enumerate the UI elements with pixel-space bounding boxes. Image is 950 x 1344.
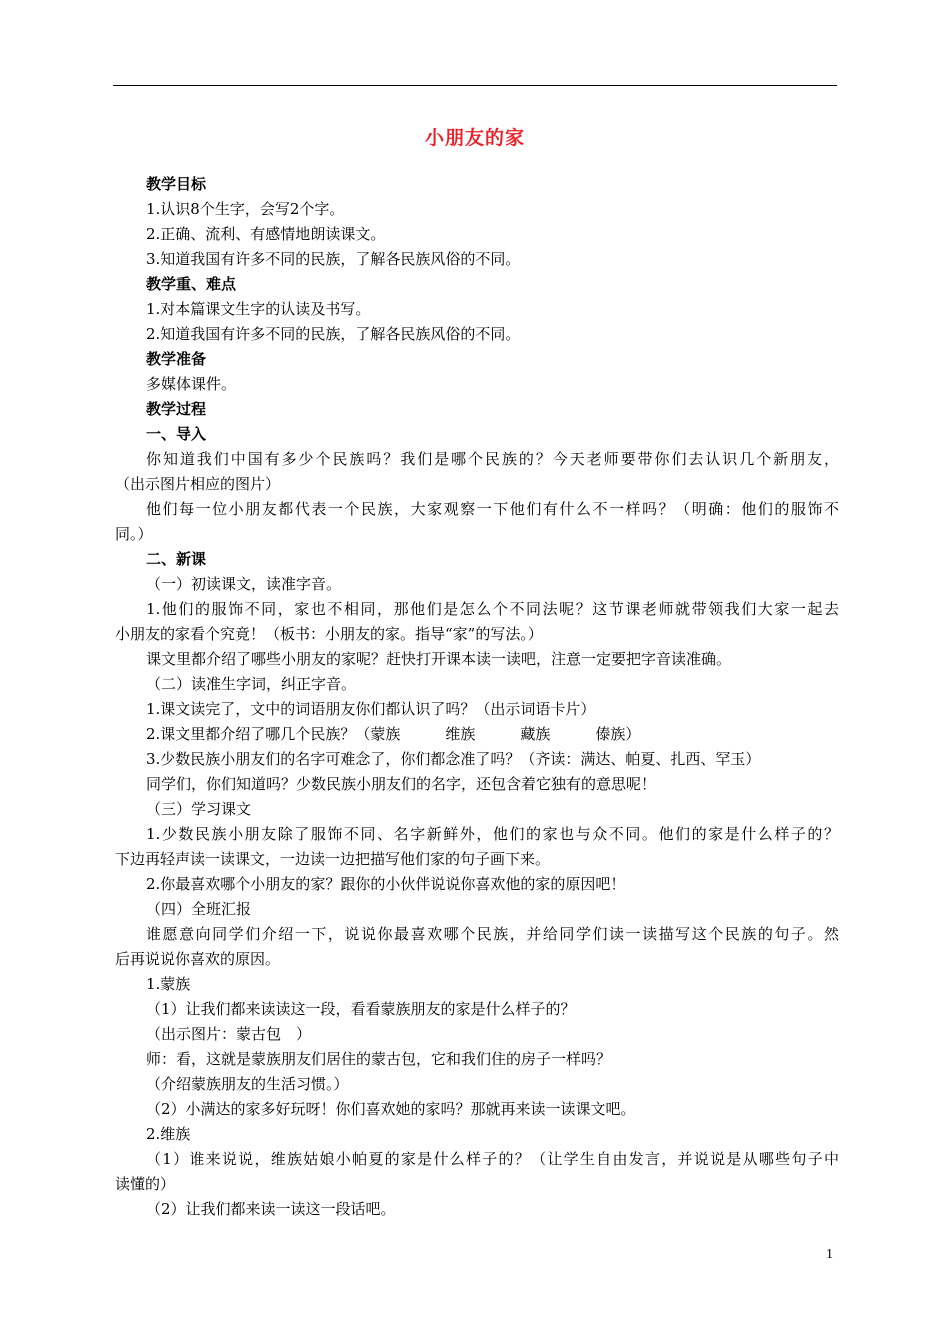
body-line: 多媒体课件。 bbox=[146, 375, 237, 393]
document-body bbox=[115, 172, 839, 1222]
body-line: 2.知道我国有许多不同的民族，了解各民族风俗的不同。 bbox=[146, 325, 521, 343]
body-line: 你知道我们中国有多少个民族吗？我们是哪个民族的？今天老师要带你们去认识几个新朋友， bbox=[146, 450, 839, 468]
section-heading: 教学准备 bbox=[146, 350, 207, 368]
body-line: 3.知道我国有许多不同的民族，了解各民族风俗的不同。 bbox=[146, 250, 521, 268]
section-heading: 教学过程 bbox=[146, 400, 207, 418]
body-line: 1.他们的服饰不同，家也不相同，那他们是怎么个不同法呢？这节课老师就带领我们大家一起去 bbox=[146, 600, 839, 618]
document-title: 小朋友的家 bbox=[424, 127, 525, 149]
body-line: （三）学习课文 bbox=[146, 800, 252, 818]
body-line: 1.蒙族 bbox=[146, 975, 191, 993]
body-line: 3.少数民族小朋友们的名字可难念了，你们都念准了吗？（齐读：满达、帕夏、扎西、罕玉） bbox=[146, 750, 761, 768]
body-line: 师：看，这就是蒙族朋友们居住的蒙古包，它和我们住的房子一样吗？ bbox=[146, 1050, 612, 1068]
body-line: （2）让我们都来读一读这一段话吧。 bbox=[146, 1200, 396, 1218]
body-line: 2.维族 bbox=[146, 1125, 191, 1143]
body-line: （出示图片：蒙古包 ） bbox=[146, 1025, 312, 1043]
section-heading: 一、导入 bbox=[146, 425, 207, 443]
body-line: 同学们，你们知道吗？少数民族小朋友们的名字，还包含着它独有的意思呢！ bbox=[146, 775, 657, 793]
body-line: （二）读准生字词，纠正字音。 bbox=[146, 675, 357, 693]
body-line: 读懂的） bbox=[115, 1175, 176, 1193]
page-number: 1 bbox=[826, 1247, 833, 1262]
body-line: （一）初读课文，读准字音。 bbox=[146, 575, 342, 593]
body-line: （出示图片相应的图片） bbox=[115, 475, 281, 493]
body-line: （1）让我们都来读读这一段，看看蒙族朋友的家是什么样子的？ bbox=[146, 1000, 576, 1018]
body-line: 1.对本篇课文生字的认读及书写。 bbox=[146, 300, 371, 318]
section-heading: 二、新课 bbox=[146, 550, 207, 568]
body-line: 1.少数民族小朋友除了服饰不同、名字新鲜外，他们的家也与众不同。他们的家是什么样子的？ bbox=[146, 825, 839, 843]
section-heading: 教学重、难点 bbox=[146, 275, 237, 293]
body-line: 1.课文读完了，文中的词语朋友你们都认识了吗？（出示词语卡片） bbox=[146, 700, 596, 718]
body-line: （1）谁来说说，维族姑娘小帕夏的家是什么样子的？（让学生自由发言，并说说是从哪些句子中 bbox=[146, 1150, 839, 1168]
header-rule bbox=[113, 85, 837, 86]
body-line: 下边再轻声读一读课文，一边读一边把描写他们家的句子画下来。 bbox=[115, 850, 551, 868]
body-line: 2.你最喜欢哪个小朋友的家？跟你的小伙伴说说你喜欢他的家的原因吧！ bbox=[146, 875, 626, 893]
body-line: （四）全班汇报 bbox=[146, 900, 252, 918]
body-line: （2）小满达的家多好玩呀！你们喜欢她的家吗？那就再来读一读课文吧。 bbox=[146, 1100, 636, 1118]
body-line: 小朋友的家看个究竟！（板书：小朋友的家。指导“家”的写法。） bbox=[115, 625, 543, 643]
section-heading: 教学目标 bbox=[146, 175, 207, 193]
body-line: 1.认识8个生字，会写2个字。 bbox=[146, 200, 345, 218]
body-line: 课文里都介绍了哪些小朋友的家呢？赶快打开课本读一读吧，注意一定要把字音读准确。 bbox=[146, 650, 732, 668]
body-line: 2.课文里都介绍了哪几个民族？（蒙族 维族 藏族 傣族） bbox=[146, 725, 641, 743]
body-line: （介绍蒙族朋友的生活习惯。） bbox=[146, 1075, 349, 1093]
body-line: 谁愿意向同学们介绍一下，说说你最喜欢哪个民族，并给同学们读一读描写这个民族的句子。然 bbox=[146, 925, 839, 943]
body-line: 2.正确、流利、有感情地朗读课文。 bbox=[146, 225, 386, 243]
body-line: 他们每一位小朋友都代表一个民族，大家观察一下他们有什么不一样吗？（明确：他们的服饰不 bbox=[146, 500, 839, 518]
body-line: 后再说说你喜欢的原因。 bbox=[115, 950, 281, 968]
body-line: 同。） bbox=[115, 525, 153, 543]
